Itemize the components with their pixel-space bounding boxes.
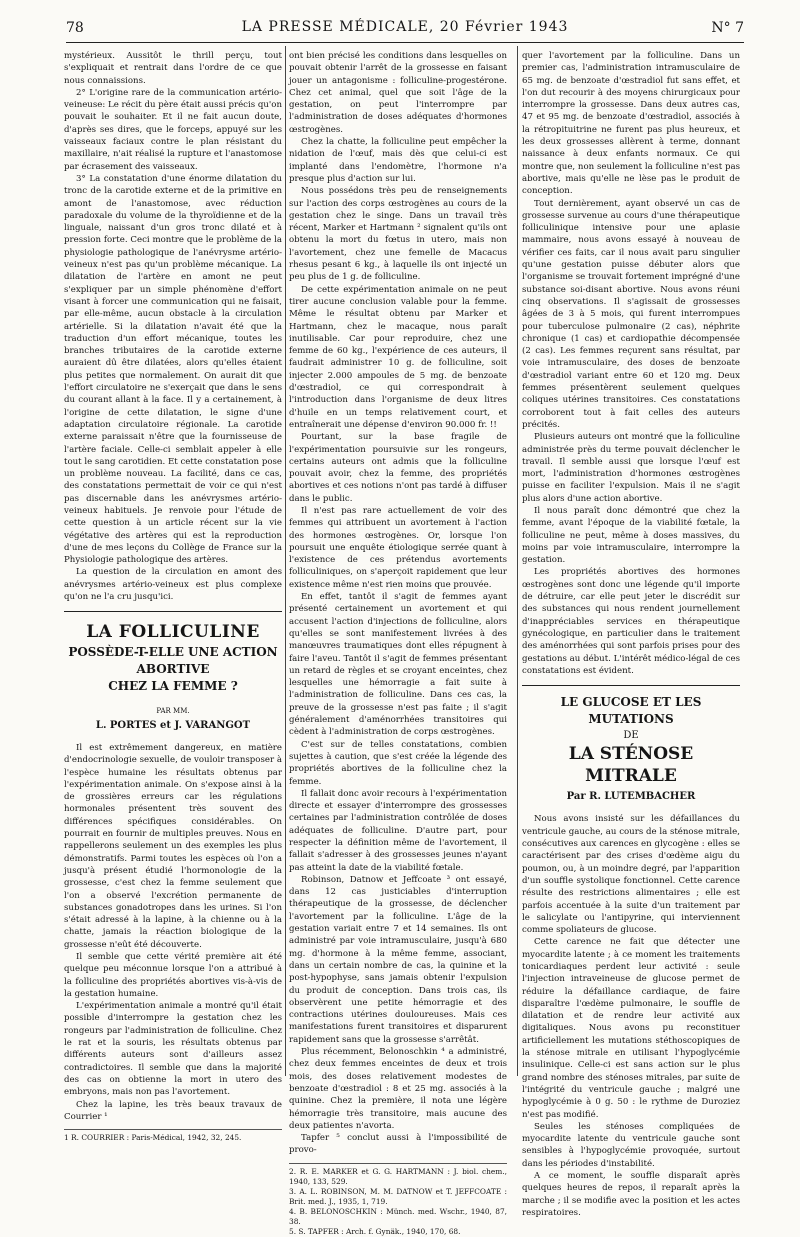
page-number: 78 bbox=[66, 20, 84, 36]
paragraph: Nous avons insisté sur les défaillances du ventricule gauche, au cours de la sténose mitrale, consécutives aux carences en glycogène : elles se caractérisent par des crises d'œdème aigu du poumon, ou, à un moindre degré, par l'apparition d'un souffle systolique fonctionnel. Cette carence résulte des restrictions alimentaires ; elle est parfois accentuée à la suite d'un traitement par le salicylate ou l'antipyrine, qui interviennent comme spoliateurs de glucose. bbox=[522, 814, 740, 936]
column-divider bbox=[517, 46, 518, 1076]
footnotes bbox=[289, 1163, 507, 1237]
article-author: Par R. LUTEMBACHER bbox=[566, 791, 696, 803]
column-1 bbox=[64, 50, 282, 1143]
paragraph: Nous possédons très peu de renseignements sur l'action des corps œstrogènes au cours de la gestation chez le singe. Dans un travail très récent, Marker et Hartmann ² signalent qu'ils ont obtenu la mort du fœtus in utero, mais non l'avortement, chez une femelle de Macacus rhesus pesant 6 kg., à laquelle ils ont injecté un peu plus de 1 g. de folliculine. bbox=[289, 186, 507, 283]
byline-par: PAR MM. bbox=[156, 707, 190, 716]
paragraph: Tapfer ⁵ conclut aussi à l'impossibilité de provo- bbox=[289, 1133, 507, 1156]
footnote: 4. B. BELONOSCHKIN : Münch. med. Wschr., 1940, 87, 38. bbox=[289, 1206, 507, 1226]
article-authors: L. PORTES et J. VARANGOT bbox=[95, 719, 251, 731]
paragraph: 2° L'origine rare de la communication artério-veineuse: Le récit du père était aussi précis qu'on pouvait le souhaiter. Et il ne fait aucun doute, d'après ses dires, que le forceps, appuyé sur les vaisseaux faciaux contre le plan résistant du maxillaire, n'ait réalisé la rupture et l'anastomose par écrasement des vaisseaux. bbox=[64, 87, 282, 172]
paragraph: La question de la circulation en amont des anévrysmes artério-veineux est plus complexe qu'on ne l'a cru jusqu'ici. bbox=[64, 567, 282, 603]
paragraph: C'est sur de telles constatations, combien sujettes à caution, que s'est créée la légende des propriétés abortives de la folliculine chez la femme. bbox=[289, 739, 507, 787]
paragraph: Cette carence ne fait que détecter une myocardite latente ; à ce moment les traitements tonicardiaques perdent leur activité : seule l'injection intraveineuse de glucose permet de réduire la défaillance cardiaque, de faire disparaître l'œdème pulmonaire, le souffle de dilatation et de rendre leur activité aux digitaliques. Nous avons pu reconstituer artificiellement les mutations stéthoscopiques de la sténose mitrale en utilisant l'hypoglycémie insulinique. Celle-ci est sans action sur le plus grand nombre des sténoses mitrales, par suite de l'intégrité du ventricule gauche ; malgré une hypoglycémie à 0 g. 50 : le rythme de Duroziez n'est pas modifié. bbox=[522, 937, 740, 1120]
paragraph: 3° La constatation d'une énorme dilatation du tronc de la carotide externe et de la primitive en amont de l'anastomose, avec réduction paradoxale du volume de la thyroïdienne et de la linguale, naissant d'un gros tronc dilaté et à pression forte. Ceci montre que le problème de la physiologie pathologique de l'anévrysme artério-veineux n'est pas qu'un problème mécanique. La dilatation de l'artère en amont ne peut s'expliquer par un simple phénomène d'effort visant à forcer une communication qui ne faisait, par elle-même, aucun obstacle à la circulation artérielle. Si la dilatation n'avait été que la traduction d'un effort mécanique, toutes les branches tributaires de la carotide externe auraient dû être dilatées, alors qu'elles étaient plus petites que normalement. On aurait dit que l'effort circulatoire ne s'exerçait que dans le sens du courant allant à la face. Il y a certainement, à l'origine de cette dilatation, le signe d'une adaptation circulatoire régionale. La carotide externe paraissait n'être que la fournisseuse de l'artère faciale. Celle-ci semblait appeler à elle tout le sang carotidien. Et cette constatation pose un problème nouveau. La facilité, dans ce cas, des constatations permettait de voir ce qui n'est pas discernable dans les anévrysmes artério-veineux habituels. Je renvoie pour l'étude de cette question à un article récent sur la vie végétative des artères qui est la reproduction d'une de mes leçons du Collège de France sur la Physiologie pathologique des artères. bbox=[64, 173, 282, 566]
column-3 bbox=[522, 50, 740, 1218]
paragraph: quer l'avortement par la folliculine. Dans un premier cas, l'administration intramusculaire de 65 mg. de benzoate d'œstradiol fut sans effet, et l'on dut recourir à des moyens chirurgicaux pour interrompre la grossesse. Dans deux autres cas, 47 et 95 mg. de benzoate d'œstradiol, associés à la rétropituitrine ne furent pas plus heureux, et les deux grossesses allèrent à terme, donnant naissance à deux enfants normaux. Ce qui montre que, non seulement la folliculine n'est pas abortive, mais qu'elle ne lèse pas le produit de conception. bbox=[522, 51, 740, 197]
paragraph: L'expérimentation animale a montré qu'il était possible d'interrompre la gestation chez les rongeurs par l'administration de folliculine. Chez le rat et la souris, les résultats obtenus par différents auteurs sont d'ailleurs assez contradictoires. Il semble que dans la majorité des cas on obtienne la mort in utero des embryons, mais non pas l'avortement. bbox=[64, 1001, 282, 1098]
paragraph: Les propriétés abortives des hormones œstrogènes sont donc une légende qu'il importe de détruire, car elle peut jeter le discrédit sur des substances qui nous rendent journellement d'inappréciables services en thérapeutique gynécologique, en particulier dans le traitement des aménorrhées qui sont parfois prises pour des gestations au début. L'intérêt médico-légal de ces constatations est évident. bbox=[522, 567, 740, 676]
paragraph: Chez la chatte, la folliculine peut empêcher la nidation de l'œuf, mais dès que celui-ci est implanté dans l'endomètre, l'hormone n'a presque plus d'action sur lui. bbox=[289, 137, 507, 184]
journal-title: LA PRESSE MÉDICALE, 20 Février 1943 bbox=[241, 19, 569, 35]
paragraph: A ce moment, le souffle disparaît après quelques heures de repos, il reparaît après la marche ; il se modifie avec la position et les actes respiratoires. bbox=[522, 1171, 740, 1218]
paragraph: Robinson, Datnow et Jeffcoate ³ ont essayé, dans 12 cas justiciables d'interruption thérapeutique de la grossesse, de déclencher l'avortement par la folliculine. L'âge de la gestation variait entre 7 et 14 semaines. Ils ont administré par voie intramusculaire, jusqu'à 680 mg. d'hormone à la même femme, associant, dans un certain nombre de cas, la quinine et la post-hypophyse, sans jamais obtenir l'expulsion du produit de conception. Dans trois cas, ils observèrent une petite hémorragie et des contractions utérines douloureuses. Mais ces manifestations furent transitoires et disparurent rapidement sans que la grossesse s'arrêtât. bbox=[289, 874, 507, 1045]
issue-number: N° 7 bbox=[711, 20, 744, 36]
column-divider bbox=[285, 46, 286, 1076]
paragraph: Il nous paraît donc démontré que chez la femme, avant l'époque de la viabilité fœtale, la folliculine ne peut, même à doses massives, du moins par voie intramusculaire, interrompre la gestation. bbox=[522, 505, 740, 566]
paragraph: En effet, tantôt il s'agit de femmes ayant présenté certainement un avortement et qui accusent l'action d'injections de folliculine, alors qu'elles se sont manifestement livrées à des manœuvres traumatiques dont elles répugnent à faire l'aveu. Tantôt il s'agit de femmes présentant un retard de règles et se croyant enceintes, chez lesquelles une hémorragie a fait suite à l'administration de folliculine. Dans ces cas, la preuve de la grossesse n'est pas faite ; il s'agit généralement d'aménorrhées transitoires qui cèdent à l'administration de corps œstrogènes. bbox=[289, 592, 507, 738]
paragraph: De cette expérimentation animale on ne peut tirer aucune conclusion valable pour la femme. Même le résultat obtenu par Marker et Hartmann, chez le macaque, nous paraît inutilisable. Car pour reproduire, chez une femme de 60 kg., l'expérience de ces auteurs, il faudrait administrer 10 g. de folliculine, soit injecter 2.000 ampoules de 5 mg. de benzoate d'œstradiol, ce qui correspondrait à l'introduction dans l'organisme de deux litres d'huile en un temps relativement court, et entraînerait une dépense d'environ 90.000 fr. !! bbox=[289, 284, 507, 430]
paragraph: Seules les sténoses compliquées de myocardite latente du ventricule gauche sont sensibles à l'hypoglycémie provoquée, surtout dans les périodes d'instabilité. bbox=[522, 1121, 740, 1169]
footnote: 3. A. L. ROBINSON, M. M. DATNOW et T. JEFFCOATE : Brit. med. J., 1935, 1, 719. bbox=[289, 1186, 507, 1206]
paragraph: mystérieux. Aussitôt le thrill perçu, tout s'expliquait et rentrait dans l'ordre de ce que nous connaissions. bbox=[64, 51, 282, 86]
paragraph: Pourtant, sur la base fragile de l'expérimentation poursuivie sur les rongeurs, certains auteurs ont admis que la folliculine pouvait avoir, chez la femme, des propriétés abortives et ces notions n'ont pas tardé à diffuser dans le public. bbox=[289, 432, 507, 504]
paragraph: Il fallait donc avoir recours à l'expérimentation directe et essayer d'interrompre des grossesses certaines par l'administration contrôlée de doses adéquates de folliculine. D'autre part, pour respecter la définition même de l'avortement, il fallait s'adresser à des grossesses jeunes n'ayant pas atteint la date de la viabilité fœtale. bbox=[289, 788, 507, 873]
paragraph: Chez la lapine, les très beaux travaux de Courrier ¹ bbox=[64, 1099, 282, 1122]
paragraph: Il semble que cette vérité première ait été quelque peu méconnue lorsque l'on a attribué à la folliculine des propriétés abortives vis-à-vis de la gestation humaine. bbox=[64, 952, 282, 999]
section-rule bbox=[64, 611, 282, 612]
paragraph: Plusieurs auteurs ont montré que la folliculine administrée près du terme pouvait déclencher le travail. Il semble aussi que lorsque l'œuf est mort, l'administration d'hormones œstrogènes puisse en faciliter l'expulsion. Mais il ne s'agit plus alors d'une action abortive. bbox=[522, 432, 740, 504]
section-rule bbox=[522, 685, 740, 686]
column-2 bbox=[289, 50, 507, 1236]
paragraph: ont bien précisé les conditions dans lesquelles on pouvait obtenir l'arrêt de la grossesse en faisant jouer un antagonisme : folliculine-progestérone. Chez cet animal, quel que soit l'âge de la gestation, on peut l'interrompre par l'administration de doses adéquates d'hormones œstrogènes. bbox=[289, 51, 507, 135]
paragraph: Il n'est pas rare actuellement de voir des femmes qui attribuent un avortement à l'action des hormones œstrogènes. Or, lorsque l'on poursuit une enquête étiologique serrée quant à l'existence de ces prétendus avortements folliculiniques, on s'aperçoit rapidement que leur existence même n'est rien moins que prouvée. bbox=[289, 505, 507, 590]
page-header bbox=[66, 16, 744, 43]
paragraph: Plus récemment, Belonoschkin ⁴ a administré, chez deux femmes enceintes de deux et trois mois, des doses relativement modestes de benzoate d'œstradiol : 8 et 25 mg. associés à la quinine. Chez la première, il nota une légère hémorragie très transitoire, mais aucune des deux patientes n'avorta. bbox=[289, 1047, 507, 1131]
article-title: LE GLUCOSE ET LES MUTATIONS DE LA STÉNOSE MITRALE bbox=[560, 695, 702, 787]
paragraph: Il est extrêmement dangereux, en matière d'endocrinologie sexuelle, de vouloir transposer à l'espèce humaine les résultats obtenus par l'expérimentation animale. On s'expose ainsi à la de grossières erreurs car les régulations hormonales présentent très souvent des différences spécifiques considérables. On pourrait en fournir de multiples preuves. Nous en rappellerons seulement un des exemples les plus démonstratifs. Parmi toutes les espèces où l'on a jusqu'à présent étudié l'hormonologie de la grossesse, c'est chez la femme seulement que l'on a observé l'excrétion permanente de substances gonadotropes dans les urines. Si l'on s'était adressé à la lapine, à la chienne ou à la chatte, jamais la réaction biologique de la grossesse n'eût été découverte. bbox=[64, 742, 282, 950]
paragraph: Tout dernièrement, ayant observé un cas de grossesse survenue au cours d'une thérapeutique folliculinique intensive pour une aplasie mammaire, nous avons essayé à nouveau de vérifier ces faits, car il nous avait paru singulier qu'une gestation puisse débuter alors que l'organisme se trouvait fortement imprégné d'une substance soi-disant abortive. Nous avons réuni cinq observations. Il s'agissait de grossesses âgées de 3 à 5 mois, qui furent interrompues pour tuberculose pulmonaire (2 cas), néphrite chronique (1 cas) et cardiopathie décompensée (2 cas). Les femmes reçurent sans résultat, par voie intramusculaire, des doses de benzoate d'œstradiol variant entre 60 et 120 mg. Deux femmes présentèrent seulement quelques coliques utérines transitoires. Ces constatations corroborent tout à fait celles des auteurs précités. bbox=[522, 198, 740, 430]
article-title: LA FOLLICULINE POSSÈDE-T-ELLE UNE ACTION ABORTIVE CHEZ LA FEMME ? bbox=[68, 622, 278, 694]
footnote: 2. R. E. MARKER et G. G. HARTMANN : J. biol. chem., 1940, 133, 529. bbox=[289, 1166, 507, 1186]
footnote: 1 R. COURRIER : Paris-Médical, 1942, 32, 245. bbox=[64, 1129, 282, 1143]
footnote: 5. S. TAPFER : Arch. f. Gynäk., 1940, 170, 68. bbox=[289, 1226, 461, 1236]
